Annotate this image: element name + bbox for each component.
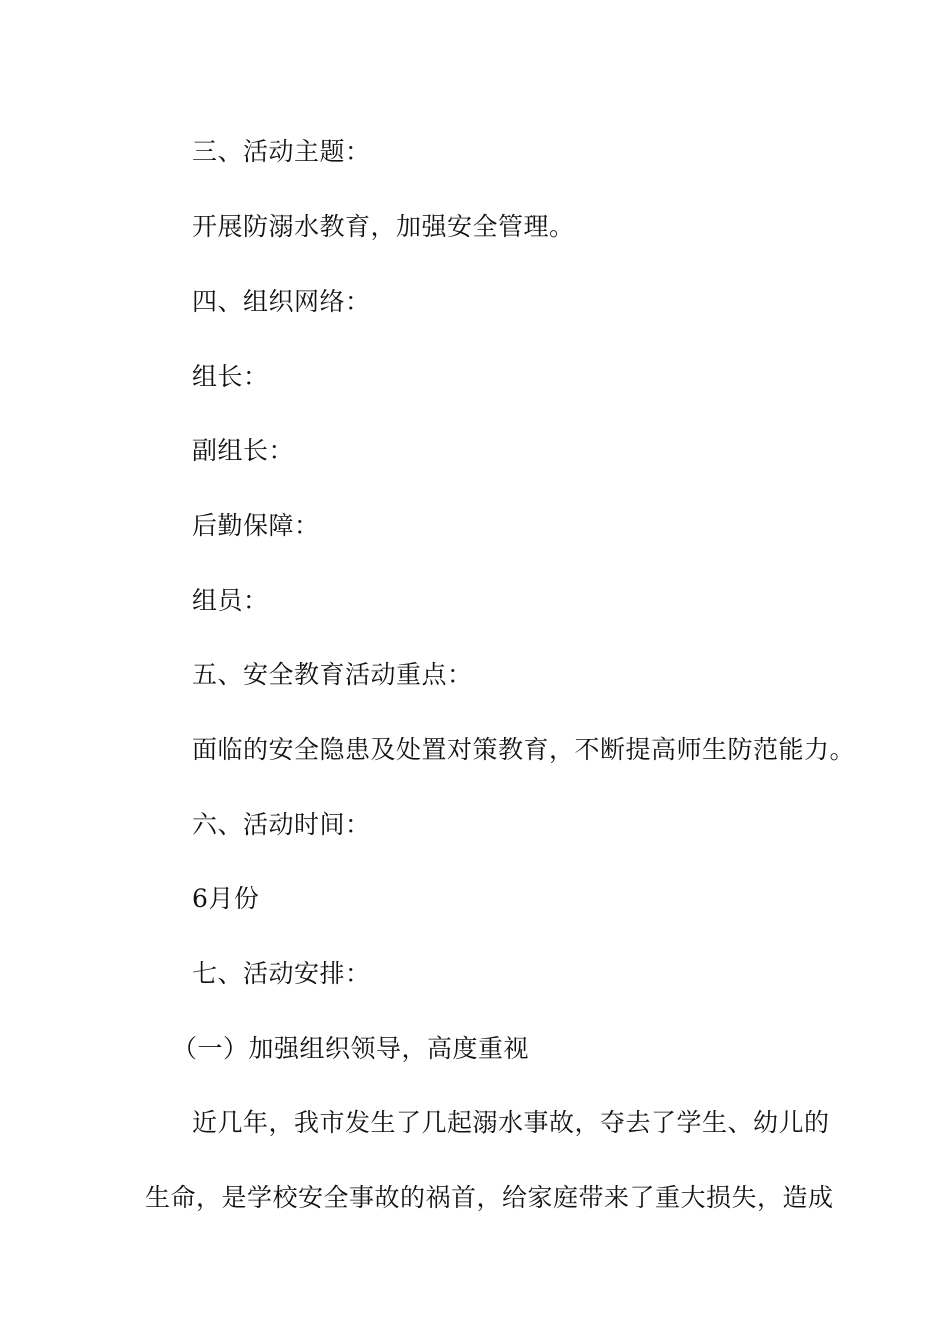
subsection-heading-1: （一）加强组织领导，高度重视: [172, 1034, 530, 1063]
paragraph-theme: 开展防溺水教育，加强安全管理。: [192, 212, 575, 241]
org-deputy-leader-label: 副组长：: [192, 436, 295, 465]
org-logistics-label: 后勤保障：: [192, 511, 320, 540]
section-heading-7: 七、活动安排：: [192, 959, 371, 988]
paragraph-body-line-2: 生命，是学校安全事故的祸首，给家庭带来了重大损失，造成: [145, 1183, 834, 1212]
paragraph-focus: 面临的安全隐患及处置对策教育，不断提高师生防范能力。: [192, 735, 856, 764]
section-heading-3: 三、活动主题：: [192, 137, 371, 166]
paragraph-time: 6月份: [192, 884, 260, 913]
paragraph-body-line-1: 近几年，我市发生了几起溺水事故，夺去了学生、幼儿的: [192, 1108, 830, 1137]
org-members-label: 组员：: [192, 586, 269, 615]
section-heading-5: 五、安全教育活动重点：: [192, 660, 473, 689]
section-heading-4: 四、组织网络：: [192, 287, 371, 316]
section-heading-6: 六、活动时间：: [192, 810, 371, 839]
org-leader-label: 组长：: [192, 362, 269, 391]
